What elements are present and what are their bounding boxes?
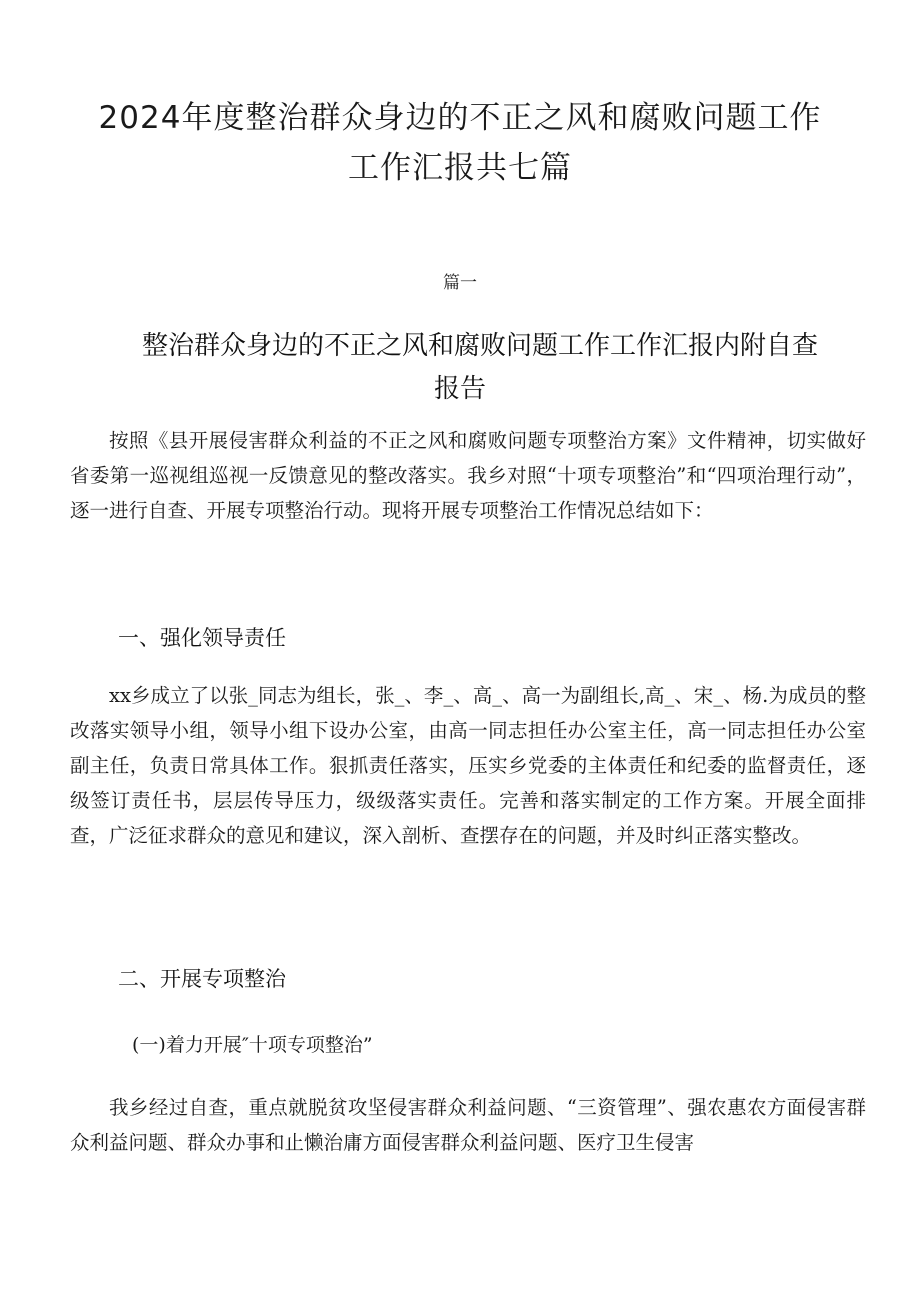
section-heading-1: 一、强化领导责任 <box>118 626 286 650</box>
report-title-line-2: 报告 <box>433 374 486 404</box>
part-label: 篇一 <box>443 273 477 293</box>
document-title-line-1: 2024年度整治群众身边的不正之风和腐败问题工作 <box>98 100 822 136</box>
section-2-subheading: (一)着力开展″十项专项整治” <box>132 1034 373 1056</box>
intro-paragraph: 按照《县开展侵害群众利益的不正之风和腐败问题专项整治方案》文件精神，切实做好省委第一巡视组巡视一反馈意见的整改落实。我乡对照“十项专项整治”和“四项治理行动”，逐一进行自查、开展专项整治行动。现将开展专项整治工作情况总结如下： <box>70 429 866 522</box>
section-1-paragraph: xx乡成立了以张_同志为组长，张_、李_、高_、高一为副组长,高_、宋_、杨.为成员的整改落实领导小组，领导小组下设办公室，由高一同志担任办公室主任，高一同志担任办公室副主任，负责日常具体工作。狠抓责任落实，压实乡党委的主体责任和纪委的监督责任，逐级签订责任书，层层传导压力，级级落实责任。完善和落实制定的工作方案。开展全面排查，广泛征求群众的意见和建议，深入剖析、查摆存在的问题，并及时纠正落实整改。 <box>70 684 866 847</box>
document-title-line-2: 工作汇报共七篇 <box>348 150 572 186</box>
section-heading-2: 二、开展专项整治 <box>118 967 286 991</box>
report-title-line-1: 整治群众身边的不正之风和腐败问题工作工作汇报内附自查 <box>141 331 818 361</box>
section-2-paragraph: 我乡经过自查，重点就脱贫攻坚侵害群众利益问题、“三资管理”、强农惠农方面侵害群众利益问题、群众办事和止懒治庸方面侵害群众利益问题、医疗卫生侵害 <box>70 1096 866 1154</box>
